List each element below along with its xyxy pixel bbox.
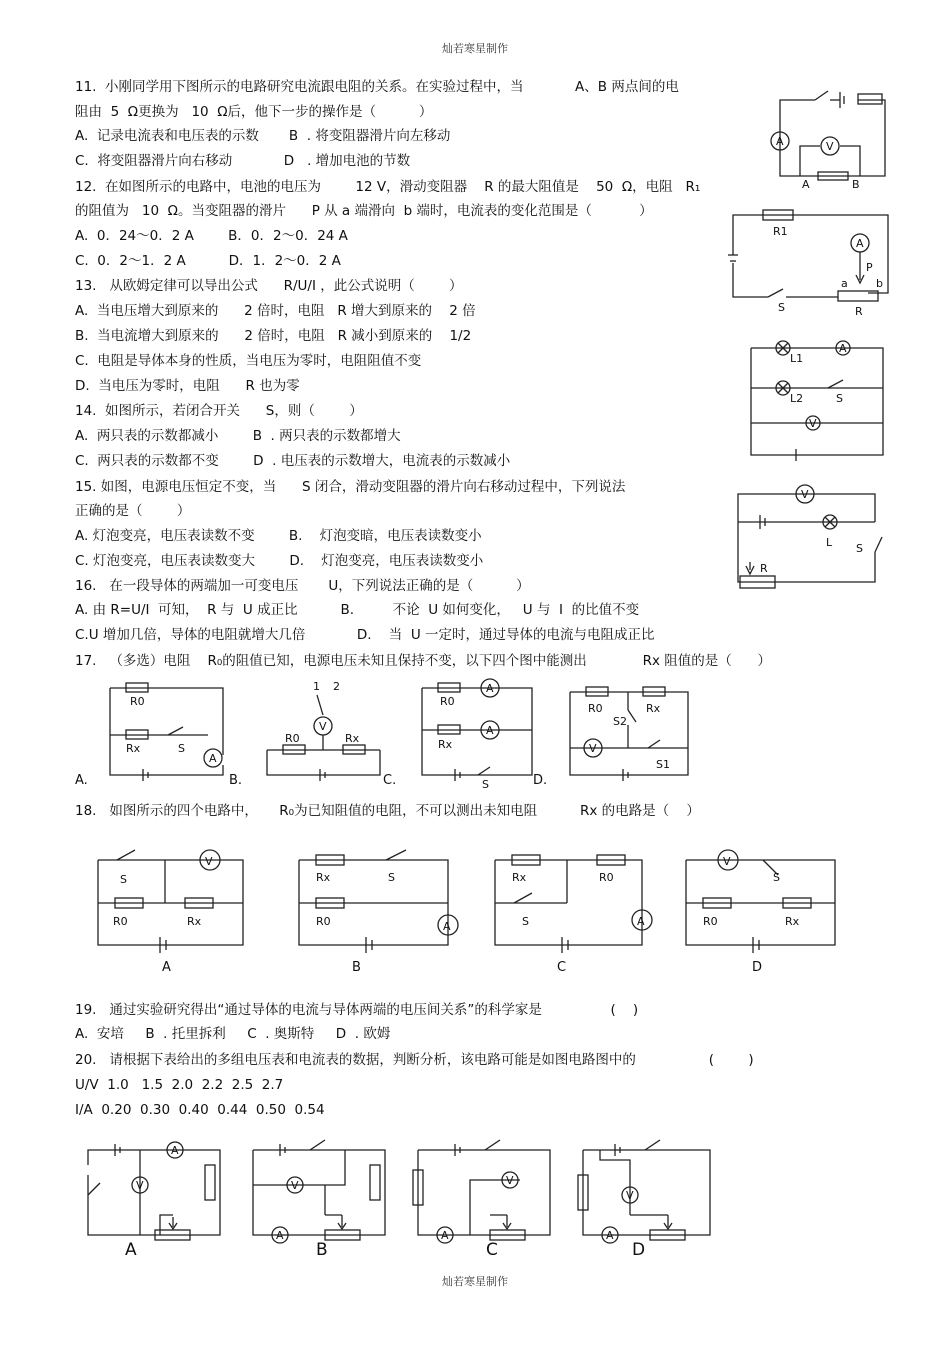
r0-label: R0: [440, 695, 455, 708]
switch-s-label: S: [773, 871, 780, 884]
text-line: C. 电阻是导体本身的性质，当电压为零时，电阻阻值不变: [75, 353, 422, 369]
q18-option-b-label: B: [352, 960, 361, 975]
q20-option-a-label: A: [125, 1240, 137, 1260]
switch-s-label: S: [836, 392, 843, 405]
q15-circuit-diagram: [730, 482, 885, 592]
text-line: A. 当电压增大到原来的 2 倍时，电阻 R 增大到原来的 2 倍: [75, 303, 476, 319]
q18-circuit-d: [683, 845, 848, 955]
terminal-1-label: 1: [313, 680, 320, 693]
q18-circuit-a: [95, 845, 255, 955]
q17-option-d-label: D.: [533, 773, 548, 788]
q18-circuit-c: [492, 845, 657, 955]
rx-label: Rx: [345, 732, 360, 745]
text-line: 阻由 5 Ω更换为 10 Ω后，他下一步的操作是（ ）: [75, 104, 433, 120]
q17-circuit-c: [420, 680, 545, 791]
q17-option-a-label: A.: [75, 773, 88, 788]
rx-label: Rx: [126, 742, 141, 755]
q14-circuit-diagram: [748, 340, 888, 465]
text-line: 13. 从欧姆定律可以导出公式 R/U/I ，此公式说明（ ）: [75, 278, 463, 294]
rheostat-r-label: R: [760, 562, 768, 575]
text-line: C. 灯泡变亮，电压表读数变大 D. 灯泡变亮，电压表读数变小: [75, 553, 484, 569]
switch-s2-label: S2: [613, 715, 627, 728]
ammeter-label: A: [443, 920, 451, 933]
q20-circuit-a: [85, 1135, 230, 1245]
text-line: A. 两只表的示数都减小 B . 两只表的示数都增大: [75, 428, 401, 444]
switch-s-label: S: [522, 915, 529, 928]
q17-circuit-b: [265, 680, 390, 780]
text-line: I/A 0.20 0.30 0.40 0.44 0.50 0.54: [75, 1102, 325, 1118]
text-line: B. 当电流增大到原来的 2 倍时，电阻 R 减小到原来的 1/2: [75, 328, 472, 344]
ammeter-label: A: [856, 237, 864, 250]
q18-option-c-label: C: [557, 960, 567, 975]
rx-label: Rx: [512, 871, 527, 884]
page-footer: 灿若寒星制作: [442, 1275, 508, 1288]
q20-circuit-b: [250, 1135, 395, 1245]
q20-circuit-c: [415, 1135, 560, 1245]
lamp-l2-label: L2: [790, 392, 804, 405]
text-line: C. 两只表的示数都不变 D . 电压表的示数增大，电流表的示数减小: [75, 453, 511, 469]
text-line: 正确的是（ ）: [75, 503, 191, 519]
q18-circuit-b: [296, 845, 466, 955]
text-line: 14. 如图所示，若闭合开关 S，则（ ）: [75, 403, 363, 419]
rx-label: Rx: [785, 915, 800, 928]
switch-s-label: S: [388, 871, 395, 884]
ammeter-label: A: [637, 915, 645, 928]
text-line: A. 由 R=U/I 可知， R 与 U 成正比 B. 不论 U 如何变化， U 与 I 的比值不变: [75, 602, 640, 618]
text-line: A. 灯泡变亮，电压表读数不变 B. 灯泡变暗，电压表读数变小: [75, 528, 482, 544]
text-line: 19. 通过实验研究得出“通过导体的电流与导体两端的电压间关系”的科学家是 ( ): [75, 1002, 639, 1018]
voltmeter-label: V: [809, 417, 817, 430]
text-line: C. 将变阻器滑片向右移动 D . 增加电池的节数: [75, 153, 411, 169]
q18-option-a-label: A: [162, 960, 171, 975]
text-line: 18. 如图所示的四个电路中， R₀为已知阻值的电阻，不可以测出未知电阻 Rx 的电路是（ ）: [75, 803, 700, 819]
r0-label: R0: [113, 915, 128, 928]
q20-option-b-label: B: [316, 1240, 328, 1260]
end-b-label: b: [876, 277, 883, 290]
text-line: C. 0．2～1．2 A D．1．2～0．2 A: [75, 253, 341, 269]
r0-label: R0: [316, 915, 331, 928]
r0-label: R0: [703, 915, 718, 928]
ammeter-label: A: [839, 342, 847, 355]
q17-option-b-label: B.: [229, 773, 243, 788]
rx-label: Rx: [438, 738, 453, 751]
switch-s-label: S: [856, 542, 863, 555]
switch-s1-label: S1: [656, 758, 670, 771]
q20-circuit-d: [580, 1135, 725, 1245]
voltmeter-label: V: [801, 488, 809, 501]
r0-label: R0: [130, 695, 145, 708]
q18-option-d-label: D: [752, 960, 763, 975]
rx-label: Rx: [187, 915, 202, 928]
ammeter-label: A: [776, 135, 784, 148]
text-line: A. 0．24～0．2 A B．0．2～0．24 A: [75, 228, 348, 244]
q17-option-c-label: C.: [383, 773, 397, 788]
q20-option-c-label: C: [486, 1240, 498, 1260]
terminal-2-label: 2: [333, 680, 340, 693]
voltmeter-label: V: [506, 1174, 514, 1187]
text-line: A. 安培 B . 托里拆利 C . 奥斯特 D . 欧姆: [75, 1026, 391, 1042]
rheostat-r-label: R: [855, 305, 863, 318]
text-line: 16. 在一段导体的两端加一可变电压 U，下列说法正确的是（ ）: [75, 578, 530, 594]
rx-label: Rx: [646, 702, 661, 715]
voltmeter-label: V: [589, 742, 597, 755]
text-line: U/V 1.0 1.5 2.0 2.2 2.5 2.7: [75, 1077, 284, 1093]
voltmeter-label: V: [136, 1179, 144, 1192]
voltmeter-label: V: [626, 1189, 634, 1202]
q11-circuit-diagram: [760, 88, 895, 193]
slider-p-label: P: [866, 261, 873, 274]
ammeter-label: A: [209, 752, 217, 765]
q17-circuit-d: [568, 680, 698, 780]
voltmeter-label: V: [319, 720, 327, 733]
q12-circuit-diagram: [728, 205, 893, 320]
text-line: 11. 小刚同学用下图所示的电路研究电流跟电阻的关系。在实验过程中，当 A、B 两点间的电: [75, 79, 679, 95]
text-line: 的阻值为 10 Ω。当变阻器的滑片 P 从 a 端滑向 b 端时，电流表的变化范围是（ ）: [75, 203, 653, 219]
end-a-label: a: [841, 277, 848, 290]
ammeter-label: A: [171, 1144, 179, 1157]
switch-s-label: S: [120, 873, 127, 886]
rx-label: Rx: [316, 871, 331, 884]
voltmeter-label: V: [205, 855, 213, 868]
text-line: 20. 请根据下表给出的多组电压表和电流表的数据，判断分析，该电路可能是如图电路图中的 ( ): [75, 1052, 754, 1068]
text-line: 12. 在如图所示的电路中，电池的电压为 12 V，滑动变阻器 R 的最大阻值是 50 Ω，电阻 R₁: [75, 179, 701, 195]
text-line: C.U 增加几倍，导体的电阻就增大几倍 D. 当 U 一定时，通过导体的电流与电阻成正比: [75, 627, 655, 643]
r1-label: R1: [773, 225, 788, 238]
switch-s-label: S: [178, 742, 185, 755]
voltmeter-label: V: [291, 1179, 299, 1192]
ammeter-a1-label: A: [486, 682, 494, 695]
r0-label: R0: [588, 702, 603, 715]
text-line: 17. （多选）电阻 R₀的阻值已知，电源电压未知且保持不变，以下四个图中能测出 Rx 阻值的是（ ）: [75, 653, 771, 669]
ammeter-label: A: [441, 1229, 449, 1242]
text-line: A. 记录电流表和电压表的示数 B . 将变阻器滑片向左移动: [75, 128, 451, 144]
switch-s-label: S: [778, 301, 785, 314]
switch-s-label: S: [482, 778, 489, 791]
point-b-label: B: [852, 178, 860, 191]
ammeter-label: A: [606, 1229, 614, 1242]
ammeter-label: A: [276, 1229, 284, 1242]
text-line: D. 当电压为零时，电阻 R 也为零: [75, 378, 300, 394]
text-line: 15. 如图，电源电压恒定不变，当 S 闭合，滑动变阻器的滑片向右移动过程中，下列说法: [75, 479, 626, 495]
q20-option-d-label: D: [632, 1240, 646, 1260]
r0-label: R0: [285, 732, 300, 745]
voltmeter-label: V: [826, 140, 834, 153]
r0-label: R0: [599, 871, 614, 884]
ammeter-a2-label: A: [486, 724, 494, 737]
q17-circuit-a: [108, 680, 233, 780]
voltmeter-label: V: [723, 855, 731, 868]
point-a-label: A: [802, 178, 810, 191]
lamp-l-label: L: [826, 536, 833, 549]
page-header: 灿若寒星制作: [442, 42, 508, 55]
lamp-l1-label: L1: [790, 352, 804, 365]
